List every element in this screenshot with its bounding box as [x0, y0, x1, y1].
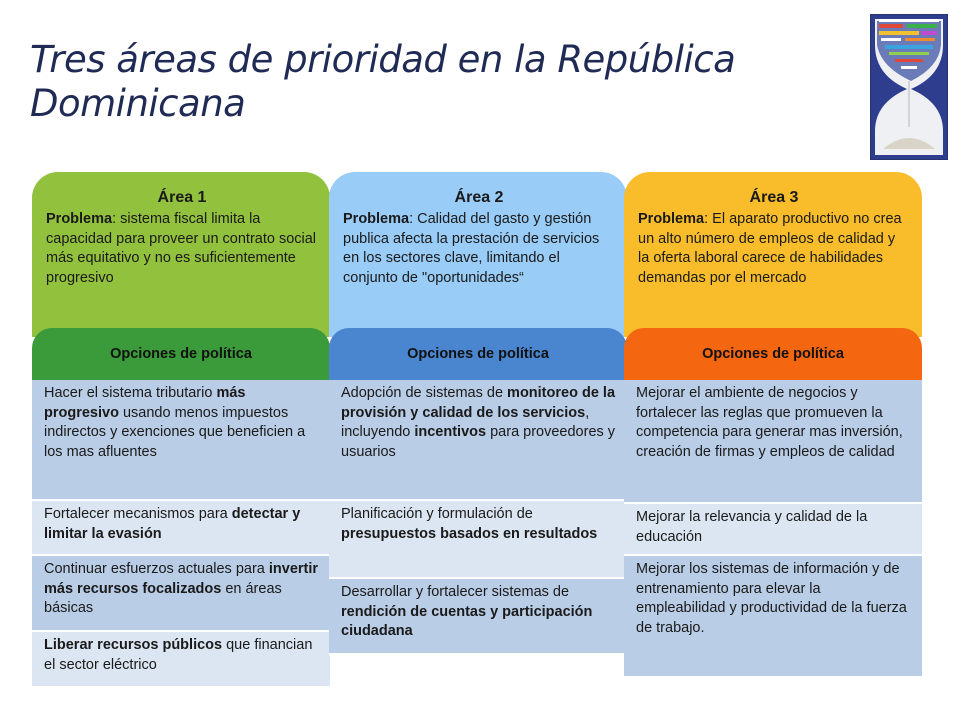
- list-item: Hacer el sistema tributario más progresivo usando menos impuestos indirectos y exenciones que beneficien a los mas afluentes: [32, 380, 330, 501]
- problem-text: : El aparato productivo no crea un alto número de empleos de calidad y la oferta laboral carece de habilidades demandas por el mercado: [638, 211, 902, 286]
- area-3-column: [624, 172, 922, 636]
- list-item: Mejorar los sistemas de información y de entrenamiento para elevar la empleabilidad y productividad de la fuerza de trabajo.: [624, 556, 922, 678]
- slide-title: Tres áreas de prioridad en la República Dominicana: [30, 38, 736, 125]
- area-1-options-list: [32, 380, 330, 688]
- area-3-options-list: [624, 380, 922, 678]
- area-2-problem-box: [329, 172, 627, 337]
- area-3-problem: [638, 210, 910, 288]
- area-3-title: Área 3: [749, 189, 799, 206]
- area-2-column: [329, 172, 627, 640]
- area-3-problem-box: [624, 172, 922, 337]
- problem-text: : sistema fiscal limita la capacidad para proveer un contrato social más equitativo y no es suficientemente progresivo: [46, 211, 317, 286]
- area-1-problem-box: [32, 172, 330, 337]
- list-item: Continuar esfuerzos actuales para invertir más recursos focalizados en áreas básicas: [32, 556, 330, 632]
- list-item: Planificación y formulación de presupuestos basados en resultados: [329, 501, 627, 579]
- list-item: Liberar recursos públicos que financian el sector eléctrico: [32, 632, 330, 688]
- area-1-options-header: Opciones de política: [32, 328, 330, 380]
- list-item: Desarrollar y fortalecer sistemas de rendición de cuentas y participación ciudadana: [329, 579, 627, 655]
- problem-label: Problema: [343, 211, 410, 227]
- area-2-options-list: [329, 380, 627, 655]
- area-1-problem: [46, 210, 318, 288]
- list-item: Mejorar la relevancia y calidad de la educación: [624, 504, 922, 556]
- area-3-options-header: Opciones de política: [624, 328, 922, 380]
- area-2-problem: [343, 210, 615, 288]
- area-1-title: Área 1: [157, 189, 207, 206]
- list-item: Adopción de sistemas de monitoreo de la provisión y calidad de los servicios, incluyendo incentivos para proveedores y usuarios: [329, 380, 627, 501]
- problem-label: Problema: [46, 211, 113, 227]
- hourglass-logo-icon: [870, 14, 948, 160]
- area-2-title: Área 2: [454, 189, 504, 206]
- list-item: Fortalecer mecanismos para detectar y limitar la evasión: [32, 501, 330, 556]
- problem-text: : Calidad del gasto y gestión publica afecta la prestación de servicios en los sectores clave, limitando el conjunto de "oportunidades“: [343, 211, 600, 286]
- list-item: Mejorar el ambiente de negocios y fortalecer las reglas que promueven la competencia para generar mas inversión, creación de firmas y empleos de calidad: [624, 380, 922, 504]
- problem-label: Problema: [638, 211, 705, 227]
- area-2-options-header: Opciones de política: [329, 328, 627, 380]
- area-1-column: [32, 172, 330, 673]
